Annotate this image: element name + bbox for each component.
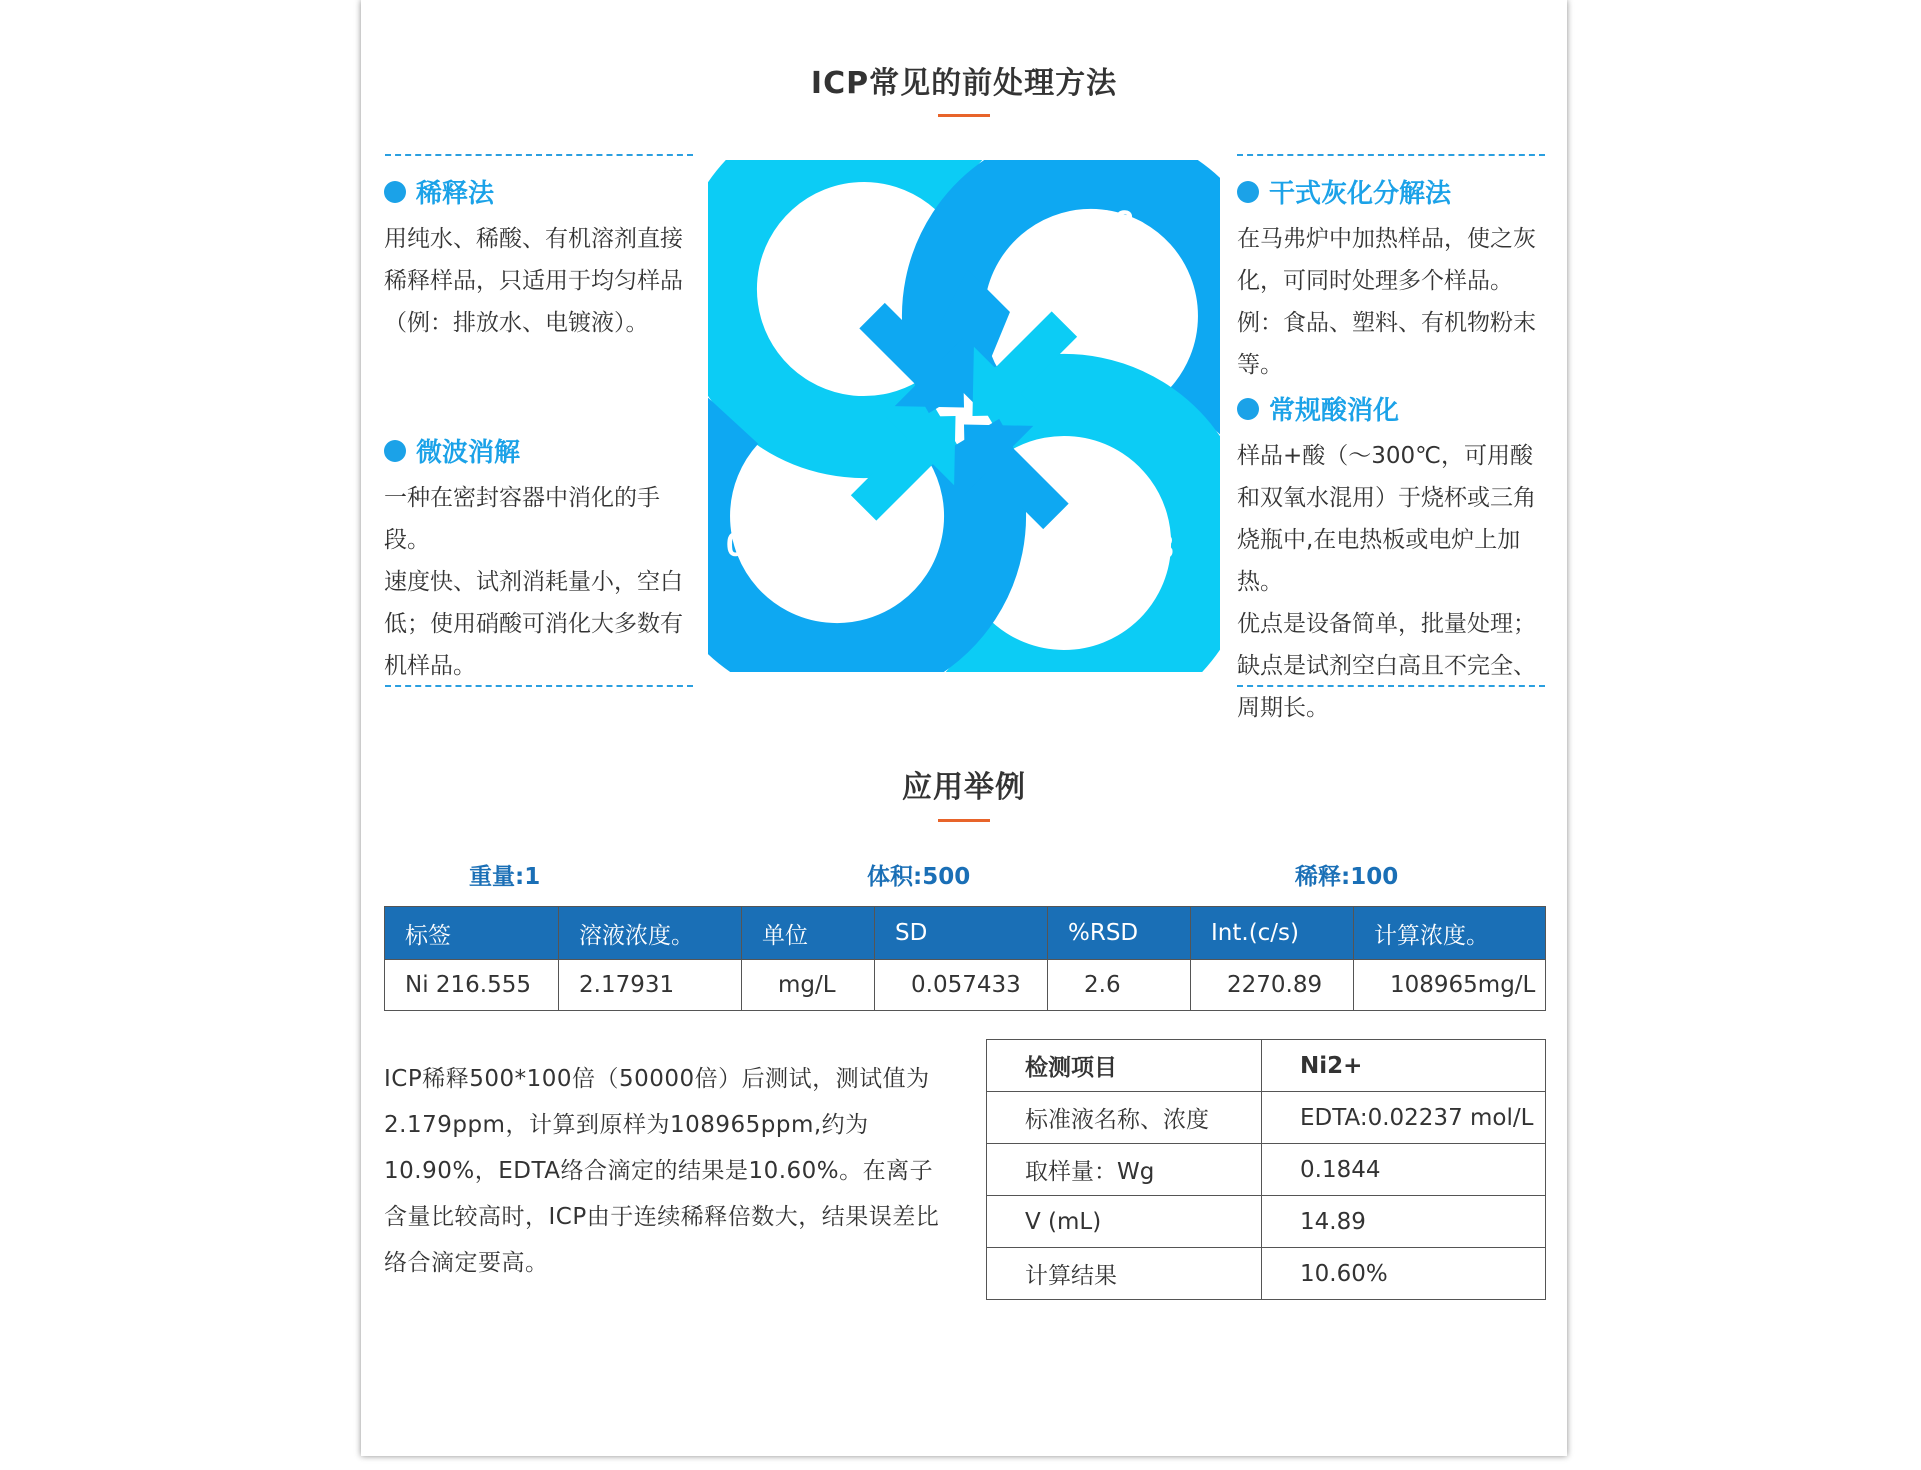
table-row	[987, 1248, 1546, 1300]
table-cell: 0.1844	[1262, 1144, 1546, 1196]
icp-result-table	[384, 906, 1546, 1011]
table-cell: V (mL)	[987, 1196, 1262, 1248]
table-header-cell: SD	[875, 907, 1048, 960]
method-title: 微波消解	[416, 438, 521, 468]
example-description: ICP稀释500*100倍（50000倍）后测试，测试值为2.179ppm，计算到原样为108965ppm,约为10.90%，EDTA络合滴定的结果是10.60%。在离子含量比较高时，ICP由于连续稀释倍数大，结果误差比络合滴定要高。	[384, 1066, 940, 1276]
titration-table	[986, 1039, 1546, 1300]
method-dilution	[384, 173, 696, 344]
table-cell: Ni 216.555	[385, 960, 559, 1011]
table-cell: 108965mg/L	[1354, 960, 1546, 1011]
step-04-label: 04	[726, 526, 764, 564]
bullet-icon	[384, 181, 406, 203]
table-cell: 计算结果	[987, 1248, 1262, 1300]
table-header-cell: 标签	[385, 907, 559, 960]
method-description: 样品+酸（～300℃，可用酸和双氧水混用）于烧杯或三角烧瓶中,在电热板或电炉上加热。	[1237, 443, 1536, 595]
table-cell: 2.6	[1048, 960, 1191, 1011]
title-underline	[938, 114, 990, 117]
divider	[1237, 154, 1545, 156]
table-cell: 0.057433	[875, 960, 1048, 1011]
step-02-label: 02	[1096, 204, 1134, 242]
table-header-cell: %RSD	[1048, 907, 1191, 960]
table-cell: 取样量：Wg	[987, 1144, 1262, 1196]
parameter-row	[361, 858, 1567, 898]
table-cell: 10.60%	[1262, 1248, 1546, 1300]
table-row	[987, 1040, 1546, 1092]
four-step-cycle-diagram	[708, 160, 1220, 672]
method-description: 在马弗炉中加热样品，使之灰化，可同时处理多个样品。例：食品、塑料、有机物粉末等。	[1237, 226, 1536, 378]
table-row	[987, 1092, 1546, 1144]
method-description: 一种在密封容器中消化的手段。	[384, 485, 660, 553]
table-row	[385, 960, 1546, 1011]
table-header-cell: 溶液浓度。	[559, 907, 742, 960]
content-panel	[361, 0, 1567, 1456]
method-title: 稀释法	[416, 179, 495, 209]
table-row	[987, 1144, 1546, 1196]
method-acid-digestion	[1237, 390, 1549, 729]
method-dry-ashing	[1237, 173, 1549, 386]
table-cell: EDTA:0.02237 mol/L	[1262, 1092, 1546, 1144]
method-microwave	[384, 432, 696, 687]
table-cell: 14.89	[1262, 1196, 1546, 1248]
table-cell: 标准液名称、浓度	[987, 1092, 1262, 1144]
table-header-cell: 计算浓度。	[1354, 907, 1546, 960]
method-description: 速度快、试剂消耗量小，空白低；使用硝酸可消化大多数有机样品。	[384, 569, 683, 679]
divider	[385, 154, 693, 156]
section-title-methods: ICP常见的前处理方法	[810, 66, 1118, 101]
section-title-example: 应用举例	[902, 770, 1026, 805]
bullet-icon	[1237, 398, 1259, 420]
table-header-row	[385, 907, 1546, 960]
table-cell: Ni2+	[1262, 1040, 1546, 1092]
param-weight: 重量:1	[469, 864, 541, 890]
table-header-cell: 单位	[742, 907, 875, 960]
table-cell: 检测项目	[987, 1040, 1262, 1092]
method-title: 干式灰化分解法	[1269, 179, 1452, 209]
bullet-icon	[384, 440, 406, 462]
param-volume: 体积:500	[867, 864, 971, 890]
method-description: 优点是设备简单，批量处理；缺点是试剂空白高且不完全、周期长。	[1237, 611, 1536, 721]
step-01-label: 01	[813, 202, 851, 240]
title-underline	[938, 819, 990, 822]
method-description: 用纯水、稀酸、有机溶剂直接稀释样品，只适用于均匀样品（例：排放水、电镀液）。	[384, 226, 683, 336]
table-row	[987, 1196, 1546, 1248]
table-cell: 2270.89	[1191, 960, 1354, 1011]
bullet-icon	[1237, 181, 1259, 203]
method-title: 常规酸消化	[1269, 396, 1400, 426]
table-cell: mg/L	[742, 960, 875, 1011]
table-header-cell: Int.(c/s)	[1191, 907, 1354, 960]
table-cell: 2.17931	[559, 960, 742, 1011]
param-dilution: 稀释:100	[1295, 864, 1399, 890]
step-03-label: 03	[1136, 528, 1174, 566]
